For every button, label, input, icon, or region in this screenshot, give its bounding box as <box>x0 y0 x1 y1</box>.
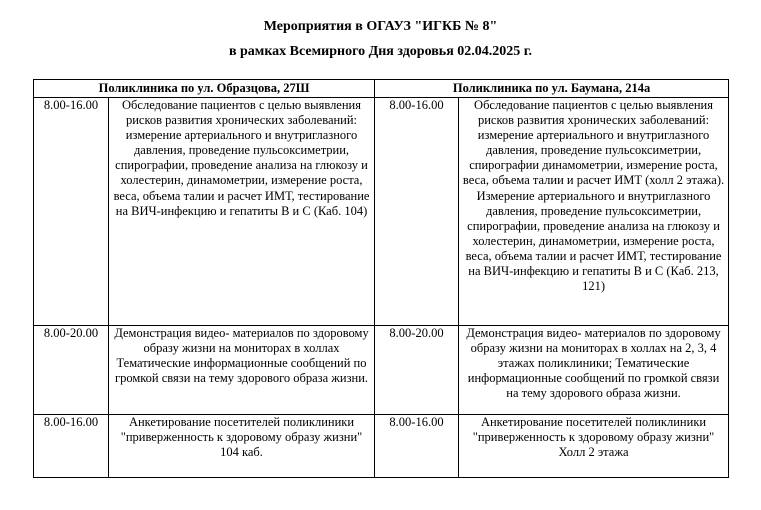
schedule-table <box>33 79 729 478</box>
document-title: Мероприятия в ОГАУЗ "ИГКБ № 8" <box>263 19 498 34</box>
event-cell: Обследование пациентов с целью выявления рисков развития хронических заболеваний: измерение артериального и внутриглазного давления, проведение пульсоксиметрии, спирографии динамометрии, измерение роста, веса, объема талии и расчет ИМТ (холл 2 этажа). Измерение артериального и внутриглазного давления, проведение пульсоксиметрии, спирографии, проведение анализа на глюкозу и холестерин, динамометрии, измерение роста, веса, объема талии и расчет ИМТ, тестирование на ВИЧ-инфекцию и гепатиты В и С (Каб. 213, 121) <box>459 98 729 326</box>
time-cell: 8.00-16.00 <box>375 98 459 326</box>
event-cell: Обследование пациентов с целью выявления рисков развития хронических заболеваний: измерение артериального и внутриглазного давления, проведение пульсоксиметрии, спирографии, проведение анализа на глюкозу и холестерин, динамометрии, измерение роста, веса, объема талии и расчет ИМТ, тестирование на ВИЧ-инфекцию и гепатиты В и С (Каб. 104) <box>109 98 375 326</box>
time-cell: 8.00-20.00 <box>34 326 109 415</box>
table-row <box>34 326 729 415</box>
event-cell: Анкетирование посетителей поликлиники "приверженность к здоровому образу жизни" Холл 2 этажа <box>459 415 729 478</box>
column-header-baumana: Поликлиника по ул. Баумана, 214а <box>375 80 729 98</box>
table-row <box>34 415 729 478</box>
table-header-row <box>34 80 729 98</box>
table-row <box>34 98 729 326</box>
time-cell: 8.00-16.00 <box>375 415 459 478</box>
time-cell: 8.00-16.00 <box>34 98 109 326</box>
column-header-obraztsova: Поликлиника по ул. Образцова, 27Ш <box>34 80 375 98</box>
document-subtitle: в рамках Всемирного Дня здоровья 02.04.2025 г. <box>228 44 533 59</box>
event-cell: Демонстрация видео- материалов по здоровому образу жизни на мониторах в холлах на 2, 3, 4 этажах поликлиники; Тематические информационные сообщений по громкой связи на тему здорового образа жизни. <box>459 326 729 415</box>
time-cell: 8.00-16.00 <box>34 415 109 478</box>
event-cell: Анкетирование посетителей поликлиники "приверженность к здоровому образу жизни" 104 каб. <box>109 415 375 478</box>
time-cell: 8.00-20.00 <box>375 326 459 415</box>
event-cell: Демонстрация видео- материалов по здоровому образу жизни на мониторах в холлах Тематические информационные сообщений по громкой связи на тему здорового образа жизни. <box>109 326 375 415</box>
